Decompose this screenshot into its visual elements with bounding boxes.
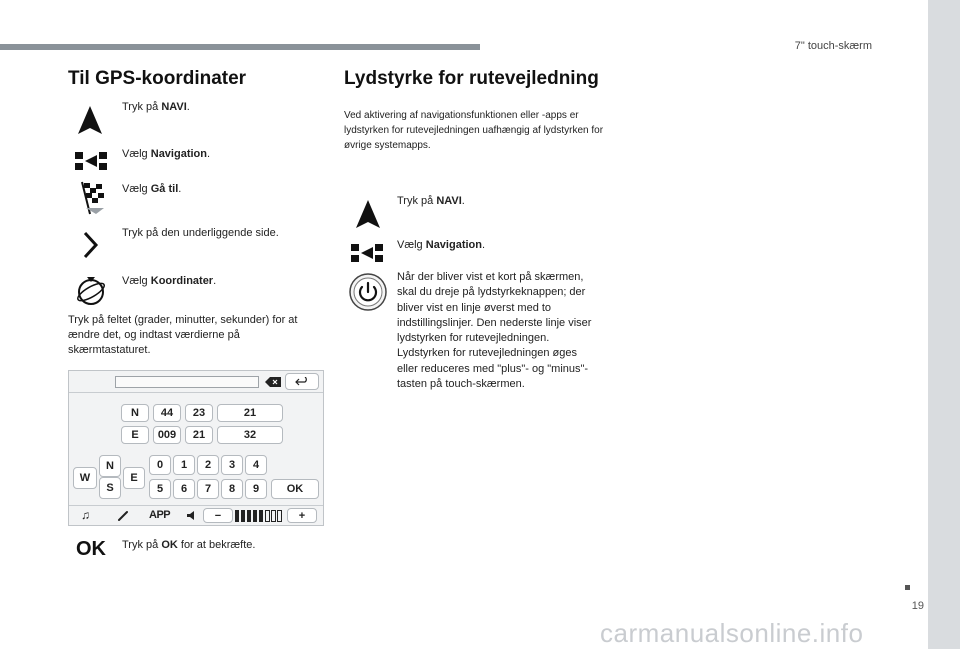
navigation-menu-icon — [74, 150, 108, 172]
screen-top-bar — [69, 371, 323, 393]
backspace-icon[interactable] — [265, 377, 281, 387]
section-title-volume: Lydstyrke for rutevejledning — [344, 68, 599, 89]
navi-icon — [76, 104, 104, 136]
step-confirm-ok: Tryk på OK for at bekræfte. — [122, 539, 256, 551]
navi-icon — [354, 198, 382, 230]
screen-bottom-bar — [69, 505, 323, 525]
coord-n-degrees[interactable]: 44 — [153, 404, 181, 422]
phone-icon[interactable] — [117, 510, 129, 522]
instruction-paragraph: Tryk på feltet (grader, minutter, sekunder) for at ændre det, og indtast værdierne på skærmtastaturet. — [68, 314, 298, 356]
digit-key[interactable]: 3 — [221, 455, 243, 475]
coord-e-direction[interactable]: E — [121, 426, 149, 444]
apps-icon[interactable]: APP — [149, 509, 171, 521]
digit-key[interactable]: 4 — [245, 455, 267, 475]
page-number: 19 — [911, 600, 924, 612]
coord-e-seconds[interactable]: 32 — [217, 426, 283, 444]
volume-level-bar — [235, 510, 287, 522]
compass-south-key[interactable]: S — [99, 477, 121, 499]
digit-key[interactable]: 0 — [149, 455, 171, 475]
text-input-field[interactable] — [115, 376, 259, 388]
volume-intro-paragraph: Ved aktivering af navigationsfunktionen eller -apps er lydstyrken for rutevejledningen uafhængig af lydstyrken for øvrige systemapps. — [344, 110, 604, 151]
chevron-right-icon — [82, 230, 100, 260]
volume-plus-button[interactable]: + — [287, 508, 317, 523]
checkered-flag-icon — [78, 180, 106, 216]
sidebar-strip — [928, 0, 960, 649]
chapter-title: 7" touch-skærm — [794, 40, 872, 52]
coord-e-degrees[interactable]: 009 — [153, 426, 181, 444]
back-button[interactable] — [285, 373, 319, 390]
ok-key[interactable]: OK — [271, 479, 319, 499]
digit-key[interactable]: 7 — [197, 479, 219, 499]
step-navigation-right: Vælg Navigation. — [397, 239, 486, 251]
digit-key[interactable]: 8 — [221, 479, 243, 499]
speaker-icon — [187, 510, 197, 521]
digit-key[interactable]: 1 — [173, 455, 195, 475]
digit-key[interactable]: 5 — [149, 479, 171, 499]
coord-n-direction[interactable]: N — [121, 404, 149, 422]
step-navigation: Vælg Navigation. — [122, 148, 211, 160]
digit-key[interactable]: 2 — [197, 455, 219, 475]
step-next-page: Tryk på den underliggende side. — [122, 227, 279, 239]
globe-coordinates-icon — [74, 274, 108, 308]
volume-instruction-text: Når der bliver vist et kort på skærmen, skal du dreje på lydstyrkeknappen; der bliver vist en linje øverst med to indstillingslinjer. Den nederste linje viser lydstyrken for rutevejledningen. Lydstyrken for rutevejledningen øges eller reduceres med "plus"- og "minus"-tasten på touch-skærmen. — [397, 271, 592, 391]
coord-n-minutes[interactable]: 23 — [185, 404, 213, 422]
compass-west-key[interactable]: W — [73, 467, 97, 489]
digit-key[interactable]: 9 — [245, 479, 267, 499]
navigation-menu-icon — [350, 242, 384, 264]
music-icon[interactable]: ♫ — [81, 508, 90, 522]
keyboard-screen-illustration — [68, 370, 324, 526]
compass-north-key[interactable]: N — [99, 455, 121, 477]
coord-e-minutes[interactable]: 21 — [185, 426, 213, 444]
step-navi: Tryk på NAVI. — [122, 101, 190, 113]
continue-marker — [905, 585, 910, 590]
coord-n-seconds[interactable]: 21 — [217, 404, 283, 422]
ok-icon: OK — [76, 538, 106, 560]
step-coordinates: Vælg Koordinater. — [122, 275, 217, 287]
volume-knob-icon — [348, 272, 388, 312]
step-navi-right: Tryk på NAVI. — [397, 195, 465, 207]
back-arrow-icon — [295, 377, 309, 387]
header-bar — [0, 44, 480, 50]
compass-east-key[interactable]: E — [123, 467, 145, 489]
volume-minus-button[interactable]: − — [203, 508, 233, 523]
section-title-gps: Til GPS-koordinater — [68, 68, 247, 89]
watermark: carmanualsonline.info — [600, 618, 864, 648]
digit-key[interactable]: 6 — [173, 479, 195, 499]
step-go-to: Vælg Gå til. — [122, 183, 182, 195]
